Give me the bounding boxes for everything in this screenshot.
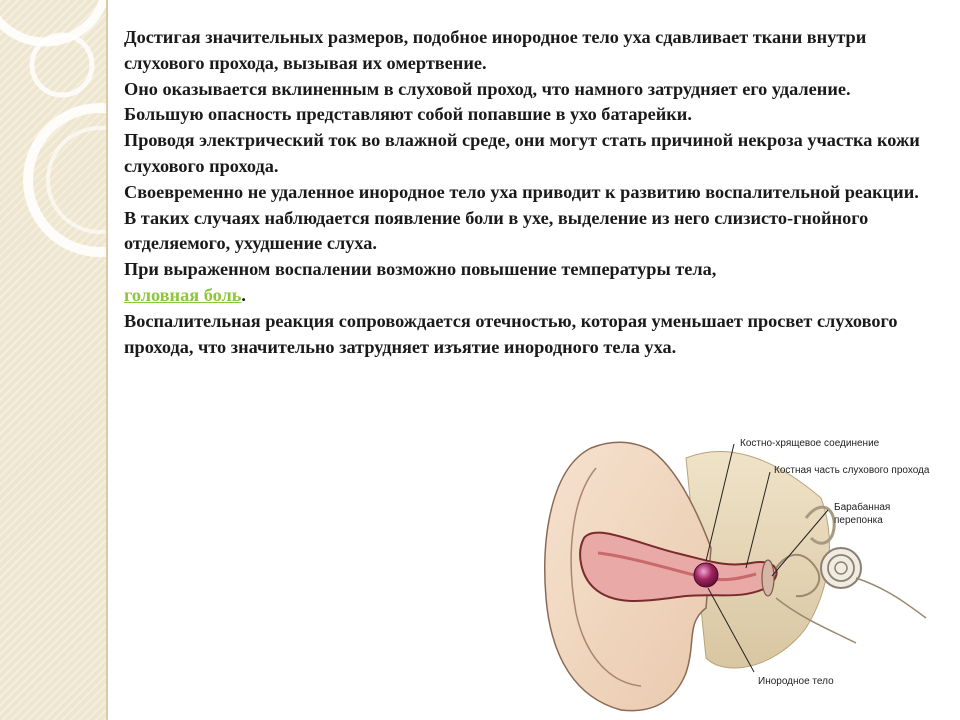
label-eardrum-1: Барабанная bbox=[834, 502, 891, 513]
foreign-body-marker bbox=[694, 563, 718, 587]
paragraph: Своевременно не удаленное инородное тело уха приводит к развитию воспалительной реакции. bbox=[124, 181, 919, 202]
main-text bbox=[124, 25, 929, 360]
paragraph-link bbox=[124, 283, 929, 309]
label-foreign-body: Инородное тело bbox=[758, 676, 834, 687]
paragraph: Большую опасность представляют собой попавшие в ухо батарейки. bbox=[124, 104, 692, 125]
paragraph: В таких случаях наблюдается появление боли в ухе, выделение из него слизисто-гнойного отделяемого, ухудшение слуха. bbox=[124, 207, 869, 254]
strip-divider bbox=[106, 0, 108, 720]
label-bony-part: Костная часть слухового прохода bbox=[774, 465, 930, 476]
decorative-left-strip bbox=[0, 0, 106, 720]
eardrum bbox=[762, 560, 774, 596]
paragraph: Воспалительная реакция сопровождается отечностью, которая уменьшает просвет слухового прохода, что значительно затрудняет изъятие инородного тела уха. bbox=[124, 310, 898, 357]
link-period: . bbox=[241, 284, 246, 305]
paragraph: При выраженном воспалении возможно повышение температуры тела, bbox=[124, 259, 717, 280]
cochlea bbox=[821, 548, 861, 588]
label-junction: Костно-хрящевое соединение bbox=[740, 438, 880, 449]
headache-link[interactable]: головная боль bbox=[124, 284, 242, 305]
label-eardrum-2: перепонка bbox=[834, 515, 883, 526]
paragraph: Достигая значительных размеров, подобное инородное тело уха сдавливает ткани внутри слухового прохода, вызывая их омертвение. bbox=[124, 27, 867, 73]
paragraph: Проводя электрический ток во влажной среде, они могут стать причиной некроза участка кожи слухового прохода. bbox=[124, 130, 920, 176]
decorative-rings-icon bbox=[0, 0, 106, 720]
nerve bbox=[856, 578, 926, 618]
paragraph: Оно оказывается вклиненным в слуховой проход, что намного затрудняет его удаление. bbox=[124, 78, 851, 99]
ear-anatomy-figure bbox=[536, 428, 940, 714]
